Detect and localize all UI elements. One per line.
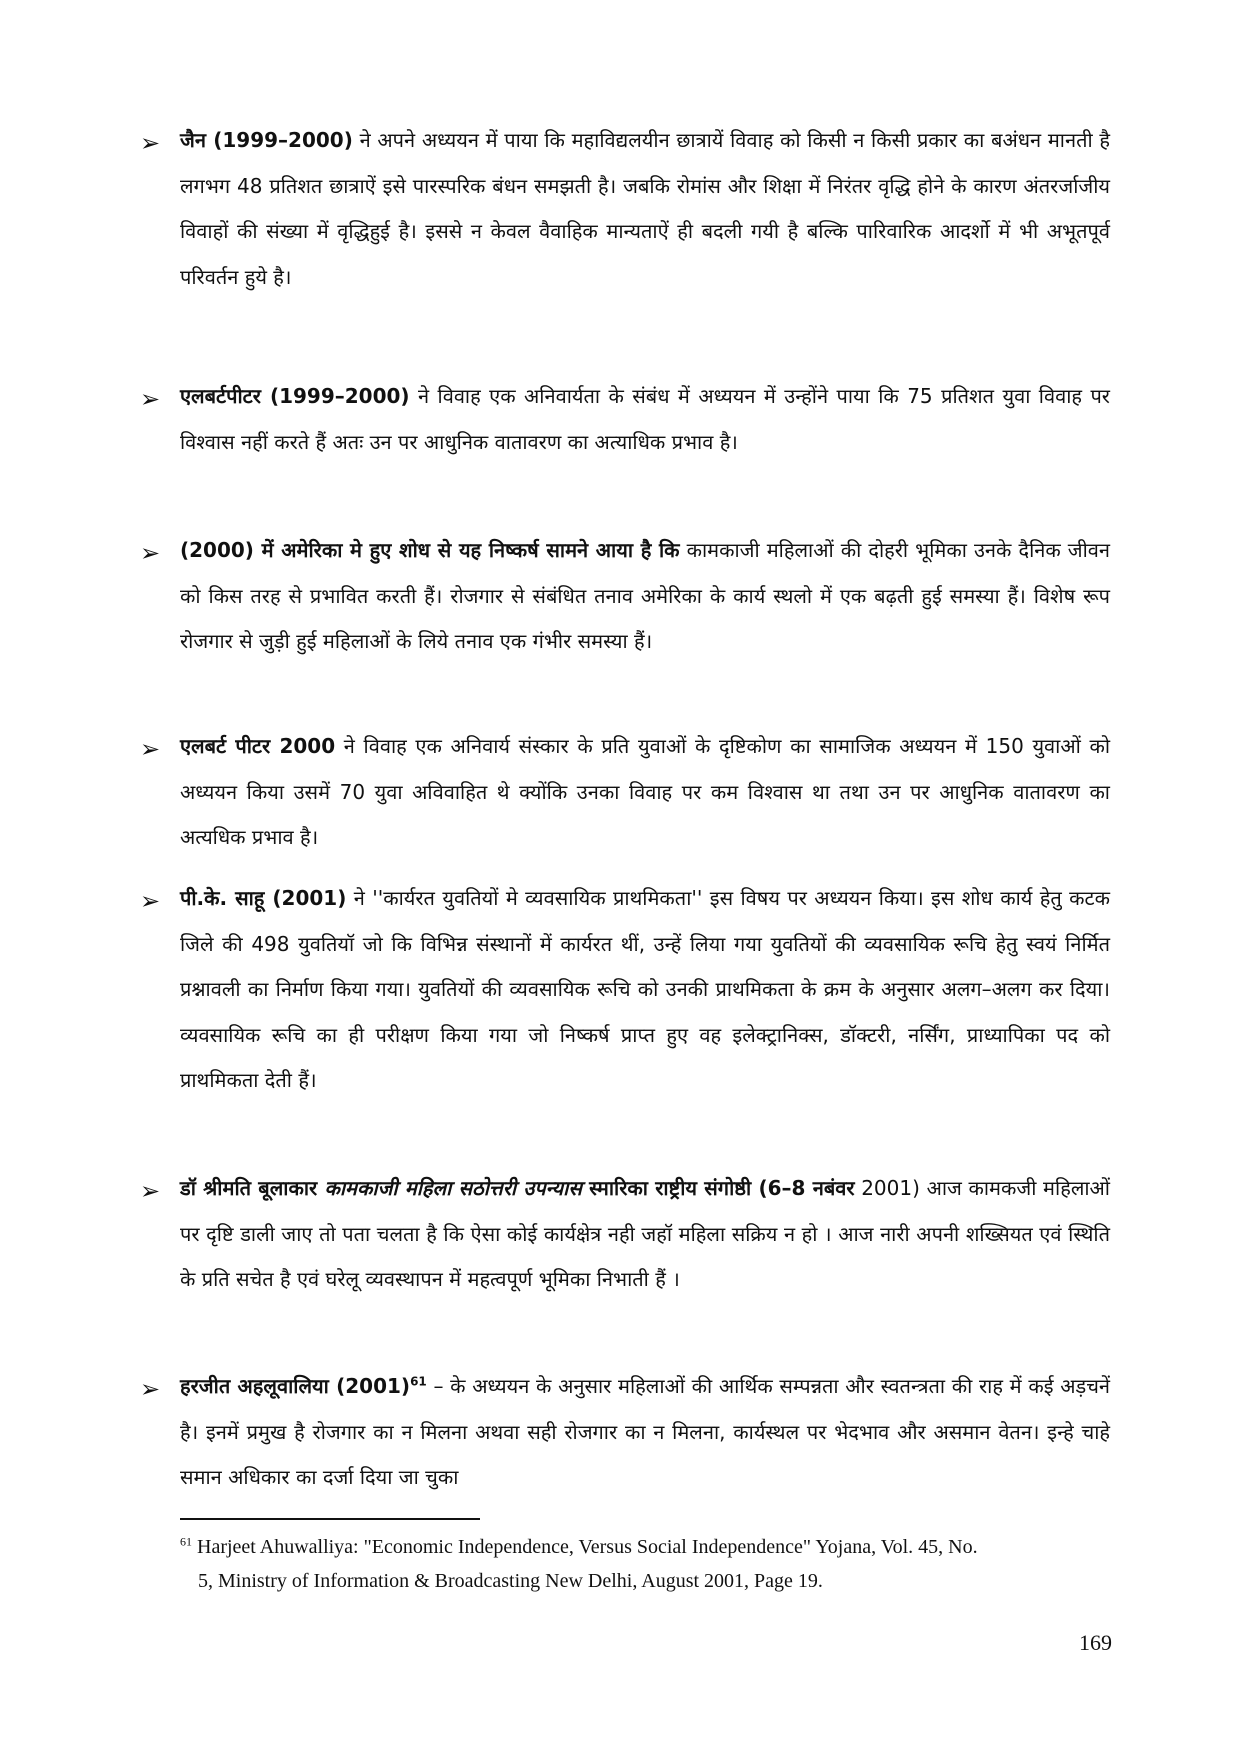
arrowhead-bullet-icon: ➢ [140,385,161,413]
footnote-mark: 61 [180,1534,192,1549]
entry-body: ने ''कार्यरत युवतियों मे व्यवसायिक प्राथमिकता'' इस विषय पर अध्ययन किया। इस शोध कार्य हेतु कटक जिले की 498 युवतियॉ जो कि विभिन्न संस्थानों में कार्यरत थीं, उन्हें लिया गया युवतियों की व्यवसायिक रूचि हेतु स्वयं निर्मित प्रश्नावली का निर्माण किया गया। युवतियों की व्यवसायिक रूचि को उनकी प्राथमिकता के क्रम के अनुसार अलग–अलग कर दिया। व्यवसायिक रूचि का ही परीक्षण किया गया जो निष्कर्ष प्राप्त हुए वह इलेक्ट्रानिक्स, डॉक्टरी, नर्सिंग, प्राध्यापिका पद को प्राथमिकता देती हैं। [180,886,1110,1092]
arrowhead-bullet-icon: ➢ [140,735,161,763]
entry-lead: हरजीत अहलूवालिया (2001) [180,1374,411,1398]
entry-text [180,876,1110,1104]
entry-text [180,374,1110,465]
footnote-line-1: Harjeet Ahuwalliya: "Economic Independence, Versus Social Independence" Yojana, Vol. 45, No. [192,1536,978,1558]
entry-lead: डॉ श्रीमति बूलाकार [180,1176,318,1200]
entry-lead: एलबर्ट पीटर 2000 [180,734,336,758]
list-item [140,724,1110,861]
entry-lead: (2000) में अमेरिका मे हुए शोध से यह निष्कर्ष सामने आया है कि [180,538,680,562]
arrowhead-bullet-icon: ➢ [140,887,161,915]
entry-lead: पी.के. साहू (2001) [180,886,347,910]
entry-body: ने विवाह एक अनिवार्यता के संबंध में अध्ययन में उन्होंने पाया कि 75 प्रतिशत युवा विवाह पर विश्वास नहीं करते हैं अतः उन पर आधुनिक वातावरण का अत्याधिक प्रभाव है। [180,384,1110,454]
entry-text [180,724,1110,861]
page-number: 169 [1079,1630,1112,1655]
entry-text [180,118,1110,300]
entry-body: कामकाजी महिलाओं की दोहरी भूमिका उनके दैनिक जीवन को किस तरह से प्रभावित करती हैं। रोजगार से संबंधित तनाव अमेरिका के कार्य स्थलो में एक बढ़ती हुई समस्या हैं। विशेष रूप रोजगार से जुड़ी हुई महिलाओं के लिये तनाव एक गंभीर समस्या हैं। [180,538,1111,653]
entry-lead: जैन (1999–2000) [180,128,353,152]
list-item [140,528,1110,665]
entry-text [180,528,1110,665]
entry-lead: एलबर्टपीटर (1999–2000) [180,384,410,408]
arrowhead-bullet-icon: ➢ [140,1177,161,1205]
entry-italic-title: कामकाजी महिला सठोत्तरी उपन्यास [317,1176,582,1200]
arrowhead-bullet-icon: ➢ [140,539,161,567]
entry-text [180,1364,1110,1501]
arrowhead-bullet-icon: ➢ [140,129,161,157]
entry-body: – के अध्ययन के अनुसार महिलाओं की आर्थिक सम्पन्नता और स्वतन्त्रता की राह में कई अड़चनें है। इनमें प्रमुख है रोजगार का न मिलना अथवा सही रोजगार का न मिलना, कार्यस्थल पर भेदभाव और असमान वेतन। इन्हे चाहे समान अधिकार का दर्जा दिया जा चुका [180,1374,1111,1489]
list-item [140,118,1110,300]
footnote-reference: 61 [410,1374,427,1389]
list-item [140,876,1110,1104]
entry-text [180,1166,1110,1303]
entry-body: 2001) आज कामकजी महिलाओं पर दृष्टि डाली जाए तो पता चलता है कि ऐसा कोई कार्यक्षेत्र नही जहॉ महिला सक्रिय न हो । आज नारी अपनी शख्सियत एवं स्थिति के प्रति सचेत है एवं घरेलू व्यवस्थापन में महत्वपूर्ण भूमिका निभाती हैं । [180,1176,1110,1291]
footnote [180,1530,1110,1598]
list-item [140,1166,1110,1303]
entry-body: ने अपने अध्ययन में पाया कि महाविद्यलयीन छात्रायें विवाह को किसी न किसी प्रकार का बअंधन मानती है लगभग 48 प्रतिशत छात्राऐं इसे पारस्परिक बंधन समझती है। जबकि रोमांस और शिक्षा में निरंतर वृद्धि होने के कारण अंतरर्जाजीय विवाहों की संख्या में वृद्धिहुई है। इससे न केवल वैवाहिक मान्यताऐं ही बदली गयी है बल्कि पारिवारिक आदर्शो में भी अभूतपूर्व परिवर्तन हुये है। [180,128,1110,289]
arrowhead-bullet-icon: ➢ [140,1375,161,1403]
entry-body: ने विवाह एक अनिवार्य संस्कार के प्रति युवाओं के दृष्टिकोण का सामाजिक अध्ययन में 150 युवाओं को अध्ययन किया उसमें 70 युवा अविवाहित थे क्योंकि उनका विवाह पर कम विश्वास था तथा उन पर आधुनिक वातावरण का अत्यधिक प्रभाव है। [180,734,1110,849]
list-item [140,374,1110,465]
entry-lead-continued: स्मारिका राष्ट्रीय संगोष्ठी (6–8 नबंवर [581,1176,855,1200]
list-item [140,1364,1110,1501]
footnote-line-2: 5, Ministry of Information & Broadcasting New Delhi, August 2001, Page 19. [198,1570,823,1592]
footnote-divider [180,1518,480,1520]
